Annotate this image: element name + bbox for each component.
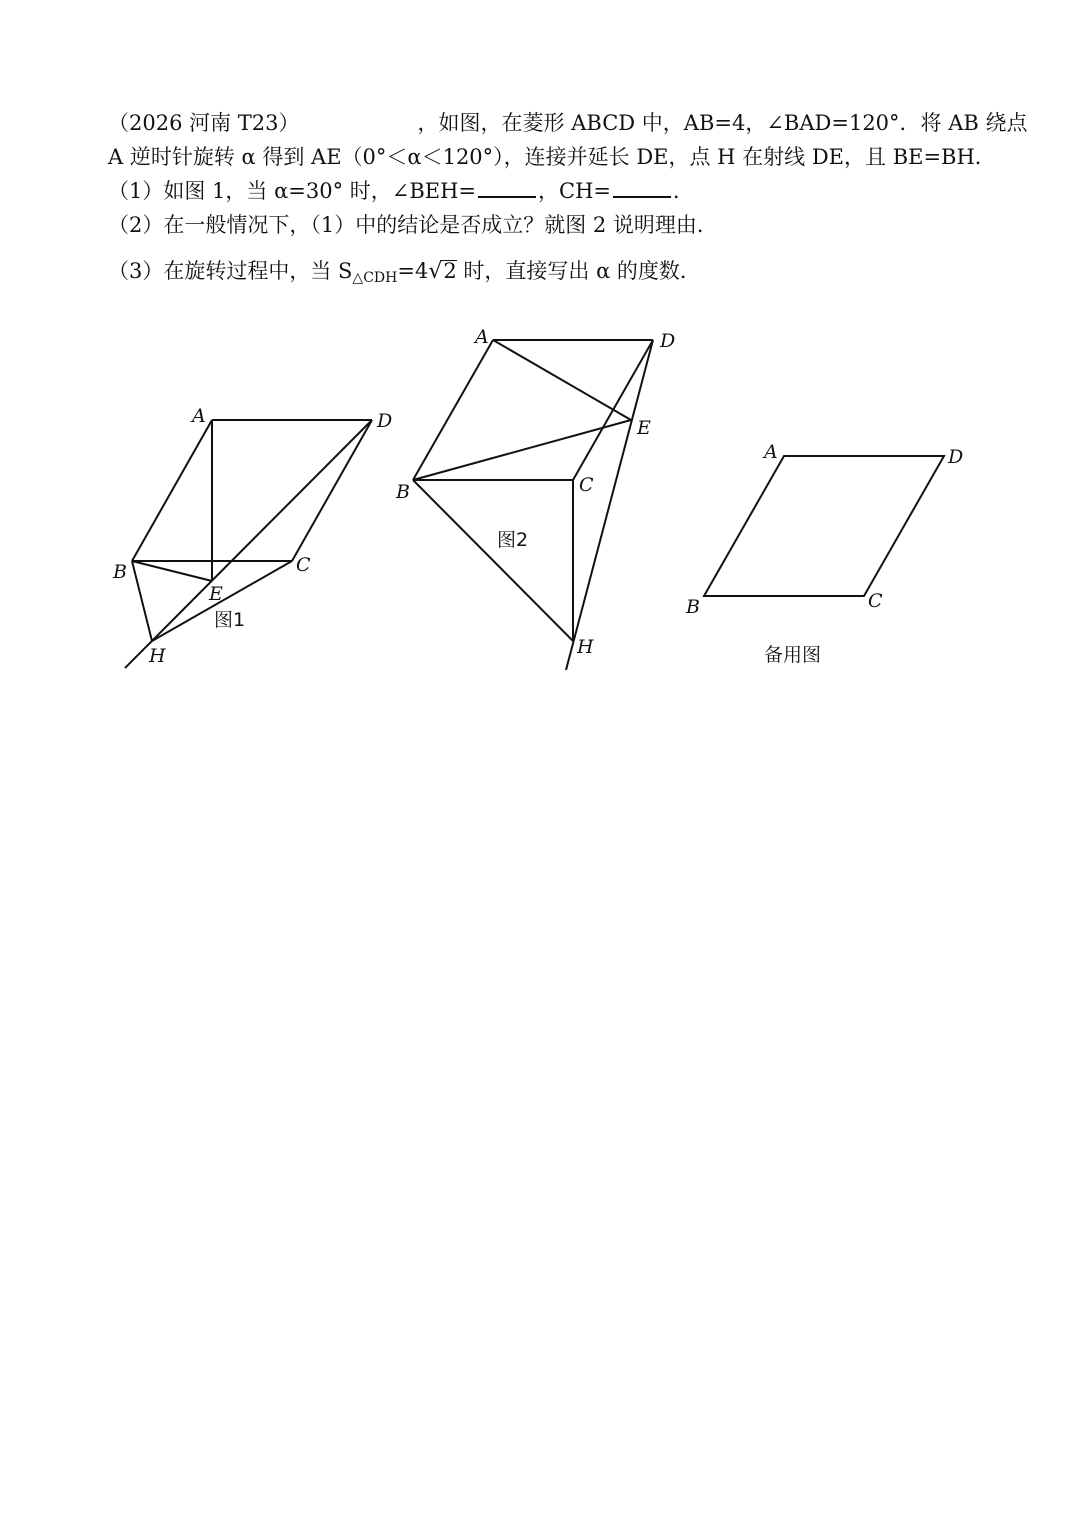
question-1-suffix: ． [673,179,694,203]
problem-source: （2026 河南 T23） [108,111,300,135]
sqrt-radicand: 2 [443,259,457,283]
question-3-suffix: 时，直接写出 α 的度数． [456,259,701,283]
fig1-label-c: C [296,554,311,576]
area-subscript: △CDH [352,270,398,286]
fig1-seg-ab [132,420,212,561]
fig1-ray-dh [125,420,372,668]
fig3-label-d: D [948,446,964,468]
fig2-label-c: C [579,474,594,496]
fig2-seg-ab [413,340,493,480]
fig1-seg-cd [292,420,372,561]
figure-spare [685,441,963,666]
sqrt-sign-icon: √ [428,259,443,284]
fig3-rhombus [704,456,944,596]
question-1-middle: ，CH= [538,179,611,203]
figure-2 [395,326,675,670]
fig3-label-b: B [686,596,700,618]
fig1-label-h: H [149,645,166,667]
geometry-figures [0,0,1080,700]
fig2-label-e: E [637,417,651,439]
fig2-label-b: B [396,481,410,503]
fig2-seg-bh [413,480,573,641]
fig3-label-a: A [764,441,778,463]
fig1-label-d: D [377,410,393,432]
fig1-seg-be [132,561,212,581]
fig2-seg-be [413,420,631,480]
fig2-label-d: D [660,330,676,352]
question-2: （2）在一般情况下，（1）中的结论是否成立？就图 2 说明理由． [108,213,718,237]
problem-statement-1: ，如图，在菱形 ABCD 中，AB=4，∠BAD=120°．将 AB 绕点 [417,111,1028,135]
fig1-label-b: B [113,561,127,583]
fig1-label-e: E [209,583,223,605]
fig3-caption: 备用图 [764,644,822,666]
fig2-caption: 图2 [497,529,529,551]
figure-1 [112,405,392,668]
fig1-label-a: A [192,405,206,427]
problem-line-2: A 逆时针旋转 α 得到 AE（0°＜α＜120°），连接并延长 DE，点 H 在射线 DE，且 BE=BH． [108,145,996,169]
question-3-prefix: （3）在旋转过程中，当 S [108,259,353,283]
fig3-label-c: C [868,590,883,612]
fig1-caption: 图1 [214,609,246,631]
question-1-prefix: （1）如图 1，当 α=30° 时，∠BEH= [108,179,477,203]
fig2-label-h: H [577,636,594,658]
area-equals: =4 [397,259,429,283]
fig1-seg-bh [132,561,152,641]
fig2-seg-ae [493,340,631,420]
fig2-label-a: A [475,326,489,348]
